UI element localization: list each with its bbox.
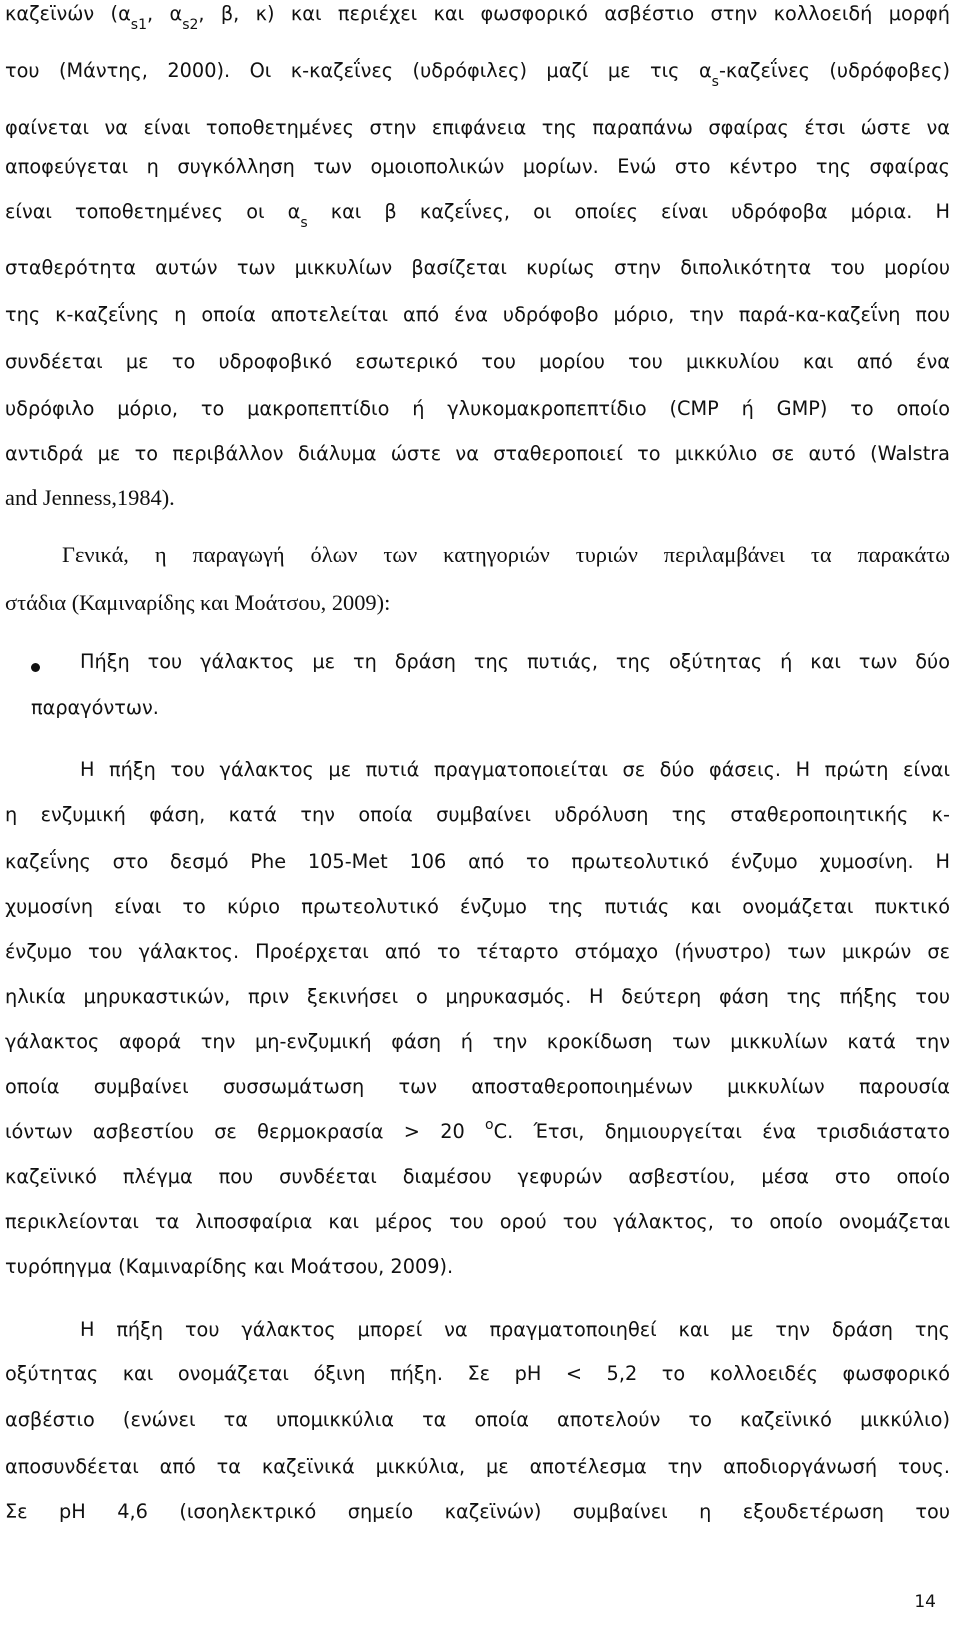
text-line: αντιδρά με το περιβάλλον διάλυμα ώστε να σταθεροποιεί το μικκύλιο σε αυτό (Walstra	[5, 442, 950, 465]
text-line: χυμοσίνη είναι το κύριο πρωτεολυτικό ένζυμο της πυτιάς και ονομάζεται πυκτικό	[5, 895, 950, 918]
text-line: and Jenness,1984).	[5, 485, 175, 510]
text-line: φαίνεται να είναι τοποθετημένες στην επιφάνεια της παραπάνω σφαίρας έτσι ώστε να	[5, 116, 950, 139]
text-line: ασβέστιο (ενώνει τα υπομικκύλια τα οποία αποτελούν το καζεϊνικό μικκύλιο)	[5, 1408, 950, 1431]
text-line: τυρόπηγμα (Καμιναρίδης και Μοάτσου, 2009).	[5, 1255, 454, 1278]
text-line: της κ-καζεΐνης η οποία αποτελείται από ένα υδρόφοβο μόριο, την παρά-κα-καζεΐνη που	[5, 303, 950, 326]
text-line: καζεϊνικό πλέγμα που συνδέεται διαμέσου γεφυρών ασβεστίου, μέσα στο οποίο	[5, 1165, 950, 1188]
text-line: Η πήξη του γάλακτος με πυτιά πραγματοποιείται σε δύο φάσεις. Η πρώτη είναι	[80, 758, 950, 781]
text-line: η ενζυμική φάση, κατά την οποία συμβαίνει υδρόλυση της σταθεροποιητικής κ-	[5, 803, 950, 826]
text-line: Πήξη του γάλακτος με τη δράση της πυτιάς, της οξύτητας ή και των δύο	[80, 650, 950, 673]
text-line: οποία συμβαίνει συσσωμάτωση των αποσταθεροποιημένων μικκυλίων παρουσία	[5, 1075, 950, 1098]
text-line: αποφεύγεται η συγκόλληση των ομοιοπολικών μορίων. Ενώ στο κέντρο της σφαίρας	[5, 155, 950, 178]
text-line: υδρόφιλο μόριο, το μακροπεπτίδιο ή γλυκομακροπεπτίδιο (CMP ή GMP) το οποίο	[5, 397, 950, 420]
text-line: στάδια (Καμιναρίδης και Μοάτσου, 2009):	[5, 590, 391, 615]
page-number: 14	[914, 1592, 936, 1612]
text-line: οξύτητας και ονομάζεται όξινη πήξη. Σε pH < 5,2 το κολλοειδές φωσφορικό	[5, 1362, 950, 1385]
text-line: καζεϊνών ($\alpha_{s1}$, $\alpha_{s2}$, β, κ) και περιέχει και φωσφορικό ασβέστιο στην κολλοειδή μορφή	[5, 2, 950, 33]
text-line: ιόντων ασβεστίου σε θερμοκρασία > 20 $^o$C. Έτσι, δημιουργείται ένα τρισδιάστατο	[5, 1117, 950, 1143]
bullet-icon	[31, 663, 40, 672]
text-line: είναι τοποθετημένες οι $\alpha_s$ και β καζεΐνες, οι οποίες είναι υδρόφοβα μόρια. Η	[5, 200, 950, 231]
text-line: αποσυνδέεται από τα καζεϊνικά μικκύλια, με αποτέλεσμα την αποδιοργάνωσή τους.	[5, 1455, 950, 1478]
document-page	[5, 0, 950, 1625]
text-line: συνδέεται με το υδροφοβικό εσωτερικό του μορίου του μικκυλίου και από ένα	[5, 350, 950, 373]
text-line: καζεΐνης στο δεσμό Phe 105-Met 106 από το πρωτεολυτικό ένζυμο χυμοσίνη. Η	[5, 850, 950, 873]
text-line: Σε pH 4,6 (ισοηλεκτρικό σημείο καζεϊνών) συμβαίνει η εξουδετέρωση του	[5, 1500, 950, 1523]
text-line: Η πήξη του γάλακτος μπορεί να πραγματοποιηθεί και με την δράση της	[80, 1318, 950, 1341]
text-line: περικλείονται τα λιποσφαίρια και μέρος του ορού του γάλακτος, το οποίο ονομάζεται	[5, 1210, 950, 1233]
text-line: γάλακτος αφορά την μη-ενζυμική φάση ή την κροκίδωση των μικκυλίων κατά την	[5, 1030, 950, 1053]
text-line: του (Μάντης, 2000). Οι κ-καζεΐνες (υδρόφιλες) μαζί με τις $\alpha_s$-καζεΐνες (υδρόφοβες)	[5, 59, 950, 90]
text-line: παραγόντων.	[31, 696, 159, 719]
text-line: ένζυμο του γάλακτος. Προέρχεται από το τέταρτο στόμαχο (ήνυστρο) των μικρών σε	[5, 940, 950, 963]
text-line: σταθερότητα αυτών των μικκυλίων βασίζεται κυρίως στην διπολικότητα του μορίου	[5, 256, 950, 279]
text-line: Γενικά, η παραγωγή όλων των κατηγοριών τυριών περιλαμβάνει τα παρακάτω	[62, 542, 950, 567]
text-line: ηλικία μηρυκαστικών, πριν ξεκινήσει ο μηρυκασμός. Η δεύτερη φάση της πήξης του	[5, 985, 950, 1008]
